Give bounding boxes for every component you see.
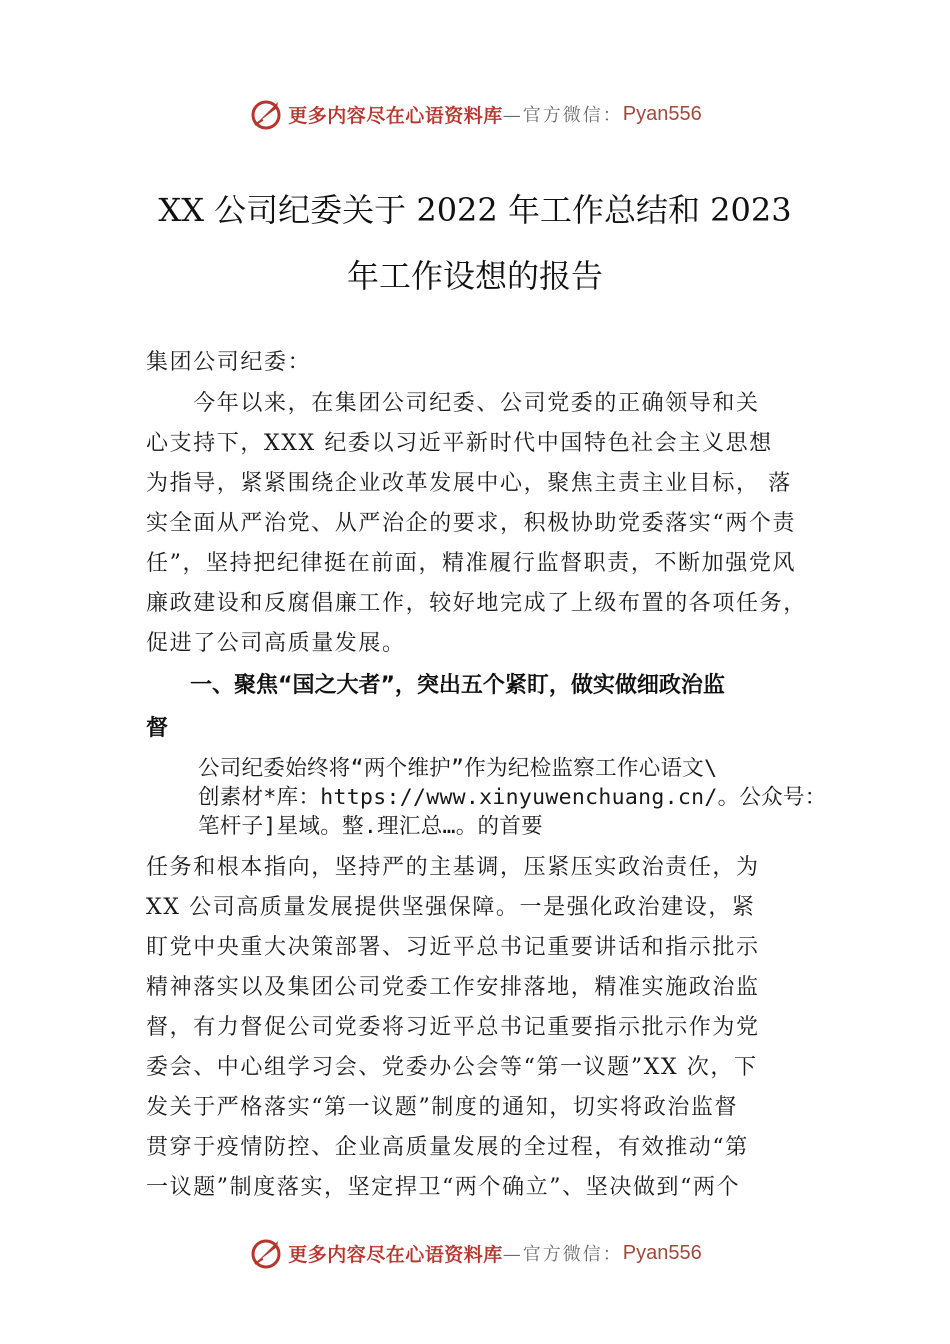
banner-wechat-label: —官方微信： — [502, 105, 623, 126]
brush-logo-icon — [248, 96, 284, 132]
intro-line: 任”，坚持把纪律挺在前面，精准履行监督职责，不断加强党风 — [146, 551, 797, 576]
body-line: 贯穿于疫情防控、企业高质量发展的全过程，有效推动“第 — [146, 1135, 749, 1160]
banner-site-name: 更多内容尽在心语资料库 — [288, 104, 503, 127]
section-heading-line: 一、聚焦“国之大者”，突出五个紧盯，做实做细政治监 — [146, 673, 725, 698]
body-line: 一议题”制度落实，坚定捍卫“两个确立”、坚决做到“两个 — [146, 1175, 741, 1200]
document-title — [100, 177, 850, 309]
banner-wechat-id: Pyan556 — [622, 1241, 702, 1264]
banner-site-name: 更多内容尽在心语资料库 — [288, 1243, 503, 1266]
inserted-watermark-text — [198, 754, 878, 841]
intro-line: 促进了公司高质量发展。 — [146, 631, 406, 656]
body-line: XX 公司高质量发展提供坚强保障。一是强化政治建设，紧 — [146, 895, 756, 920]
title-line-1: XX 公司纪委关于 2022 年工作总结和 2023 — [158, 191, 792, 229]
section-heading-1 — [146, 664, 826, 750]
body-line: 盯党中央重大决策部署、习近平总书记重要讲话和指示批示 — [146, 935, 760, 960]
salutation — [146, 343, 826, 383]
intro-line: 心支持下，XXX 纪委以习近平新时代中国特色社会主义思想 — [146, 431, 773, 456]
intro-line: 廉政建设和反腐倡廉工作，较好地完成了上级布置的各项任务， — [146, 591, 807, 616]
body-paragraph — [146, 848, 826, 1208]
section-heading-line: 督 — [146, 716, 169, 741]
watermark-line: 笔杆子]星域。整.理汇总…。的首要 — [198, 814, 543, 839]
watermark-line: 创素材*库：https://www.xinyuwenchuang.cn/。公众号： — [198, 785, 827, 810]
intro-line: 实全面从严治党、从严治企的要求，积极协助党委落实“两个责 — [146, 511, 797, 536]
salutation-text: 集团公司纪委： — [146, 350, 312, 375]
banner-wechat-id: Pyan556 — [622, 102, 702, 125]
footer-banner — [0, 1233, 950, 1273]
body-line: 督，有力督促公司党委将习近平总书记重要指示批示作为党 — [146, 1015, 760, 1040]
brush-logo-icon — [248, 1235, 284, 1271]
body-line: 委会、中心组学习会、党委办公会等“第一议题”XX 次，下 — [146, 1055, 758, 1080]
title-line-2: 年工作设想的报告 — [346, 257, 603, 295]
intro-paragraph — [146, 384, 826, 664]
body-line: 精神落实以及集团公司党委工作安排落地，精准实施政治监 — [146, 975, 760, 1000]
body-line: 发关于严格落实“第一议题”制度的通知，切实将政治监督 — [146, 1095, 739, 1120]
header-banner — [0, 94, 950, 134]
body-line: 任务和根本指向，坚持严的主基调，压紧压实政治责任，为 — [146, 855, 760, 880]
intro-line: 今年以来，在集团公司纪委、公司党委的正确领导和关 — [146, 391, 760, 416]
banner-wechat-label: —官方微信： — [502, 1244, 623, 1265]
watermark-line: 公司纪委始终将“两个维护”作为纪检监察工作心语文\ — [198, 756, 718, 781]
intro-line: 为指导，紧紧围绕企业改革发展中心，聚焦主责主业目标， 落 — [146, 471, 792, 496]
